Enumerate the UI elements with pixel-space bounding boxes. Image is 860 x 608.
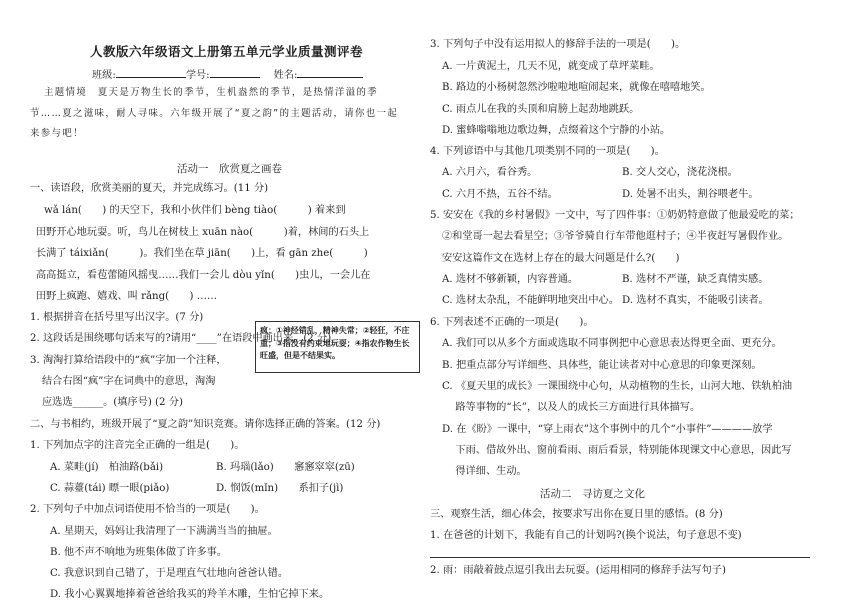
section2-q2-option-a: A. 星期天，妈妈让我清理了一下满满当当的抽屉。 xyxy=(50,526,278,537)
q4-stem: 4. 下列谚语中与其他几项类别不同的一项是( )。 xyxy=(430,146,665,157)
name-field[interactable] xyxy=(297,67,363,78)
class-label: 班级: xyxy=(92,70,116,81)
passage-line-1: wǎ lán( ) 的天空下，我和小伙伴们 bèng tiào( ) 着来到 xyxy=(44,205,346,216)
q5-option-c: C. 选材太杂乱，不能鲜明地突出中心。 xyxy=(442,295,619,306)
q4-option-a: A. 六月六，看谷秀。 xyxy=(442,167,538,178)
section3-q1: 1. 在爸爸的计划下，我能有自己的计划吗?(换个说法，句子意思不变) xyxy=(430,530,742,541)
section1-q3-line-2: 结合右图“疯”字在词典中的意思，淘淘 xyxy=(42,376,216,387)
section2-q1-option-d: D. 悯饭(mǐn) 系扣子(jì) xyxy=(216,483,344,494)
intro-line-2: 节……夏之滋味，耐人寻味。六年级开展了“夏之韵”的主题活动，请你也一起 xyxy=(30,108,399,119)
q6-stem: 6. 下列表述不正确的一项是( )。 xyxy=(430,317,594,328)
section3-q2: 2. 雨：雨敲着鼓点逗引我出去玩耍。(运用相同的修辞手法写句子) xyxy=(430,565,726,576)
intro-line-1: 主题情境 夏天是万物生长的季节，生机盎然的季节，是热情洋溢的季 xyxy=(44,87,379,98)
q3-option-d: D. 蜜蜂嗡嗡地边歌边舞，点缀着这个宁静的小站。 xyxy=(442,125,671,136)
section2-q2-option-c: C. 我意识到自己错了，于是理直气壮地向爸爸认错。 xyxy=(50,568,289,579)
section2-q1-option-c: C. 蒜薹(tái) 瞟一眼(piǎo) xyxy=(50,483,170,494)
student-info-row xyxy=(92,67,363,82)
activity2-heading: 活动二 寻访夏之文化 xyxy=(540,488,645,500)
section3-title: 三、观察生活，细心体会，按要求写出你在夏日里的感悟。(8 分) xyxy=(430,509,723,520)
q5-option-d: D. 选材不真实，不能吸引读者。 xyxy=(622,295,769,306)
section2-q2-stem: 2. 下列句子中加点词语使用不恰当的一项是( )。 xyxy=(30,504,265,515)
section2-q2-option-b: B. 他不声不响地为班集体做了许多事。 xyxy=(50,547,227,558)
q3-option-a: A. 一片黄泥土，几天不见，就变成了草坪菜畦。 xyxy=(442,61,660,72)
q4-option-b: B. 交人交心，浇花浇根。 xyxy=(622,167,738,178)
section2-q2-option-d: D. 我小心翼翼地捧着爸爸给我买的羚羊木雕，生怕它掉下来。 xyxy=(50,589,330,600)
number-field[interactable] xyxy=(210,67,260,78)
section2-q1-stem: 1. 下列加点字的注音完全正确的一组是( )。 xyxy=(30,440,245,451)
q3-option-b: B. 路边的小杨树忽然沙啦啦地喧闹起来，就像在嘻嘻地笑。 xyxy=(442,82,711,93)
passage-line-2: 田野开心地玩耍。听，鸟儿在树枝上 xuān nào( )着，林间的石头上 xyxy=(36,227,370,238)
section2-q1-option-b: B. 玛瑙(lǎo) 窸窸窣窣(zū) xyxy=(216,462,355,473)
class-field[interactable] xyxy=(116,67,186,78)
q6-option-a: A. 我们可以从多个方面或选取不同事例把中心意思表达得更全面、更充分。 xyxy=(442,338,782,349)
q5-option-a: A. 选材不够新颖，内容普通。 xyxy=(442,274,579,285)
intro-line-3: 来参与吧！ xyxy=(30,128,84,139)
answer-line-1[interactable] xyxy=(430,557,810,558)
q6-option-d-line-1: D. 在《盼》一课中，“穿上雨衣”这个事例中的几个“小事件”————放学 xyxy=(442,424,773,435)
section2-q1-option-a: A. 菜畦(jí) 柏油路(bǎi) xyxy=(50,462,164,473)
activity1-heading: 活动一 欣赏夏之画卷 xyxy=(177,163,282,175)
q3-stem: 3. 下列句子中没有运用拟人的修辞手法的一项是( )。 xyxy=(430,39,686,50)
section2-title: 二、与书相约，班级开展了“夏之韵”知识竞赛。请你选择正确的答案。(12 分) xyxy=(30,419,381,430)
q6-option-d-line-2: 下雨、借故外出、窗前看雨、雨后看景，特别能体现课文中心意思，因此写 xyxy=(442,445,792,456)
passage-line-5: 田野上疯跑、嬉戏、叫 rǎng( ) …… xyxy=(36,291,218,302)
passage-line-4: 高高挺立，看苞蕾随风摇曳……我们一会儿 dòu yǐn( )虫儿，一会儿在 xyxy=(36,270,371,281)
name-label: 姓名: xyxy=(273,70,298,81)
section1-q2: 2. 这段话是围绕哪句话来写的?请用“____”在语段中画出来。(2 分) xyxy=(30,333,332,344)
section1-q3-line-3: 应选选______。(填序号) (2 分) xyxy=(42,397,183,408)
section1-q1: 1. 根据拼音在括号里写出汉字。(7 分) xyxy=(30,312,204,323)
q6-option-c-line-2: 路等事物的“长”，以及人的成长三方面进行具体描写。 xyxy=(442,402,701,413)
section1-q3-line-1: 3. 淘淘打算给语段中的“疯”字加一个注释， xyxy=(30,355,227,366)
q6-option-c-line-1: C. 《夏天里的成长》一课围绕中心句，从动植物的生长，山河大地、铁轨柏油 xyxy=(442,381,793,392)
q5-option-b: B. 选材不严谨，缺乏真情实感。 xyxy=(622,274,769,285)
q5-stem-line-1: 5. 安安在《我的乡村暑假》一文中，写了四件事：①奶奶特意做了他最爱吃的菜； xyxy=(430,210,800,221)
q3-option-c: C. 雨点儿在我的头顶和肩膀上起劲地跳跃。 xyxy=(442,104,640,115)
q5-stem-line-2: ②和堂哥一起去看星空；③爷爷骑自行车带他逛村子；④半夜赶写暑假作业。 xyxy=(442,231,789,242)
q4-option-d: D. 处暑不出头，割谷喂老牛。 xyxy=(622,189,759,200)
q6-option-d-line-3: 得详细、生动。 xyxy=(442,466,527,477)
section1-title: 一、读语段，欣赏美丽的夏天，并完成练习。(11 分) xyxy=(30,183,269,194)
q4-option-c: C. 六月不热，五谷不结。 xyxy=(442,189,558,200)
q6-option-b: B. 把重点部分写详细些、具体些，能让读者对中心意思的印象更深刻。 xyxy=(442,360,762,371)
q5-stem-line-3: 安安这篇作文在选材上存在的最大问题是什么?( ) xyxy=(442,253,680,264)
dictionary-box: 疯：①神经错乱，精神失常；②轻狂，不庄重；③指没有约束地玩耍；④指农作物生长旺盛，但是不结果实。 xyxy=(255,321,420,373)
passage-line-3: 长满了 táixiǎn( )。我们坐在草 jiān( )上，看 gān zhe( ) xyxy=(36,248,368,259)
page-title: 人教版六年级语文上册第五单元学业质量测评卷 xyxy=(90,44,364,59)
number-label: 学号: xyxy=(185,70,210,81)
